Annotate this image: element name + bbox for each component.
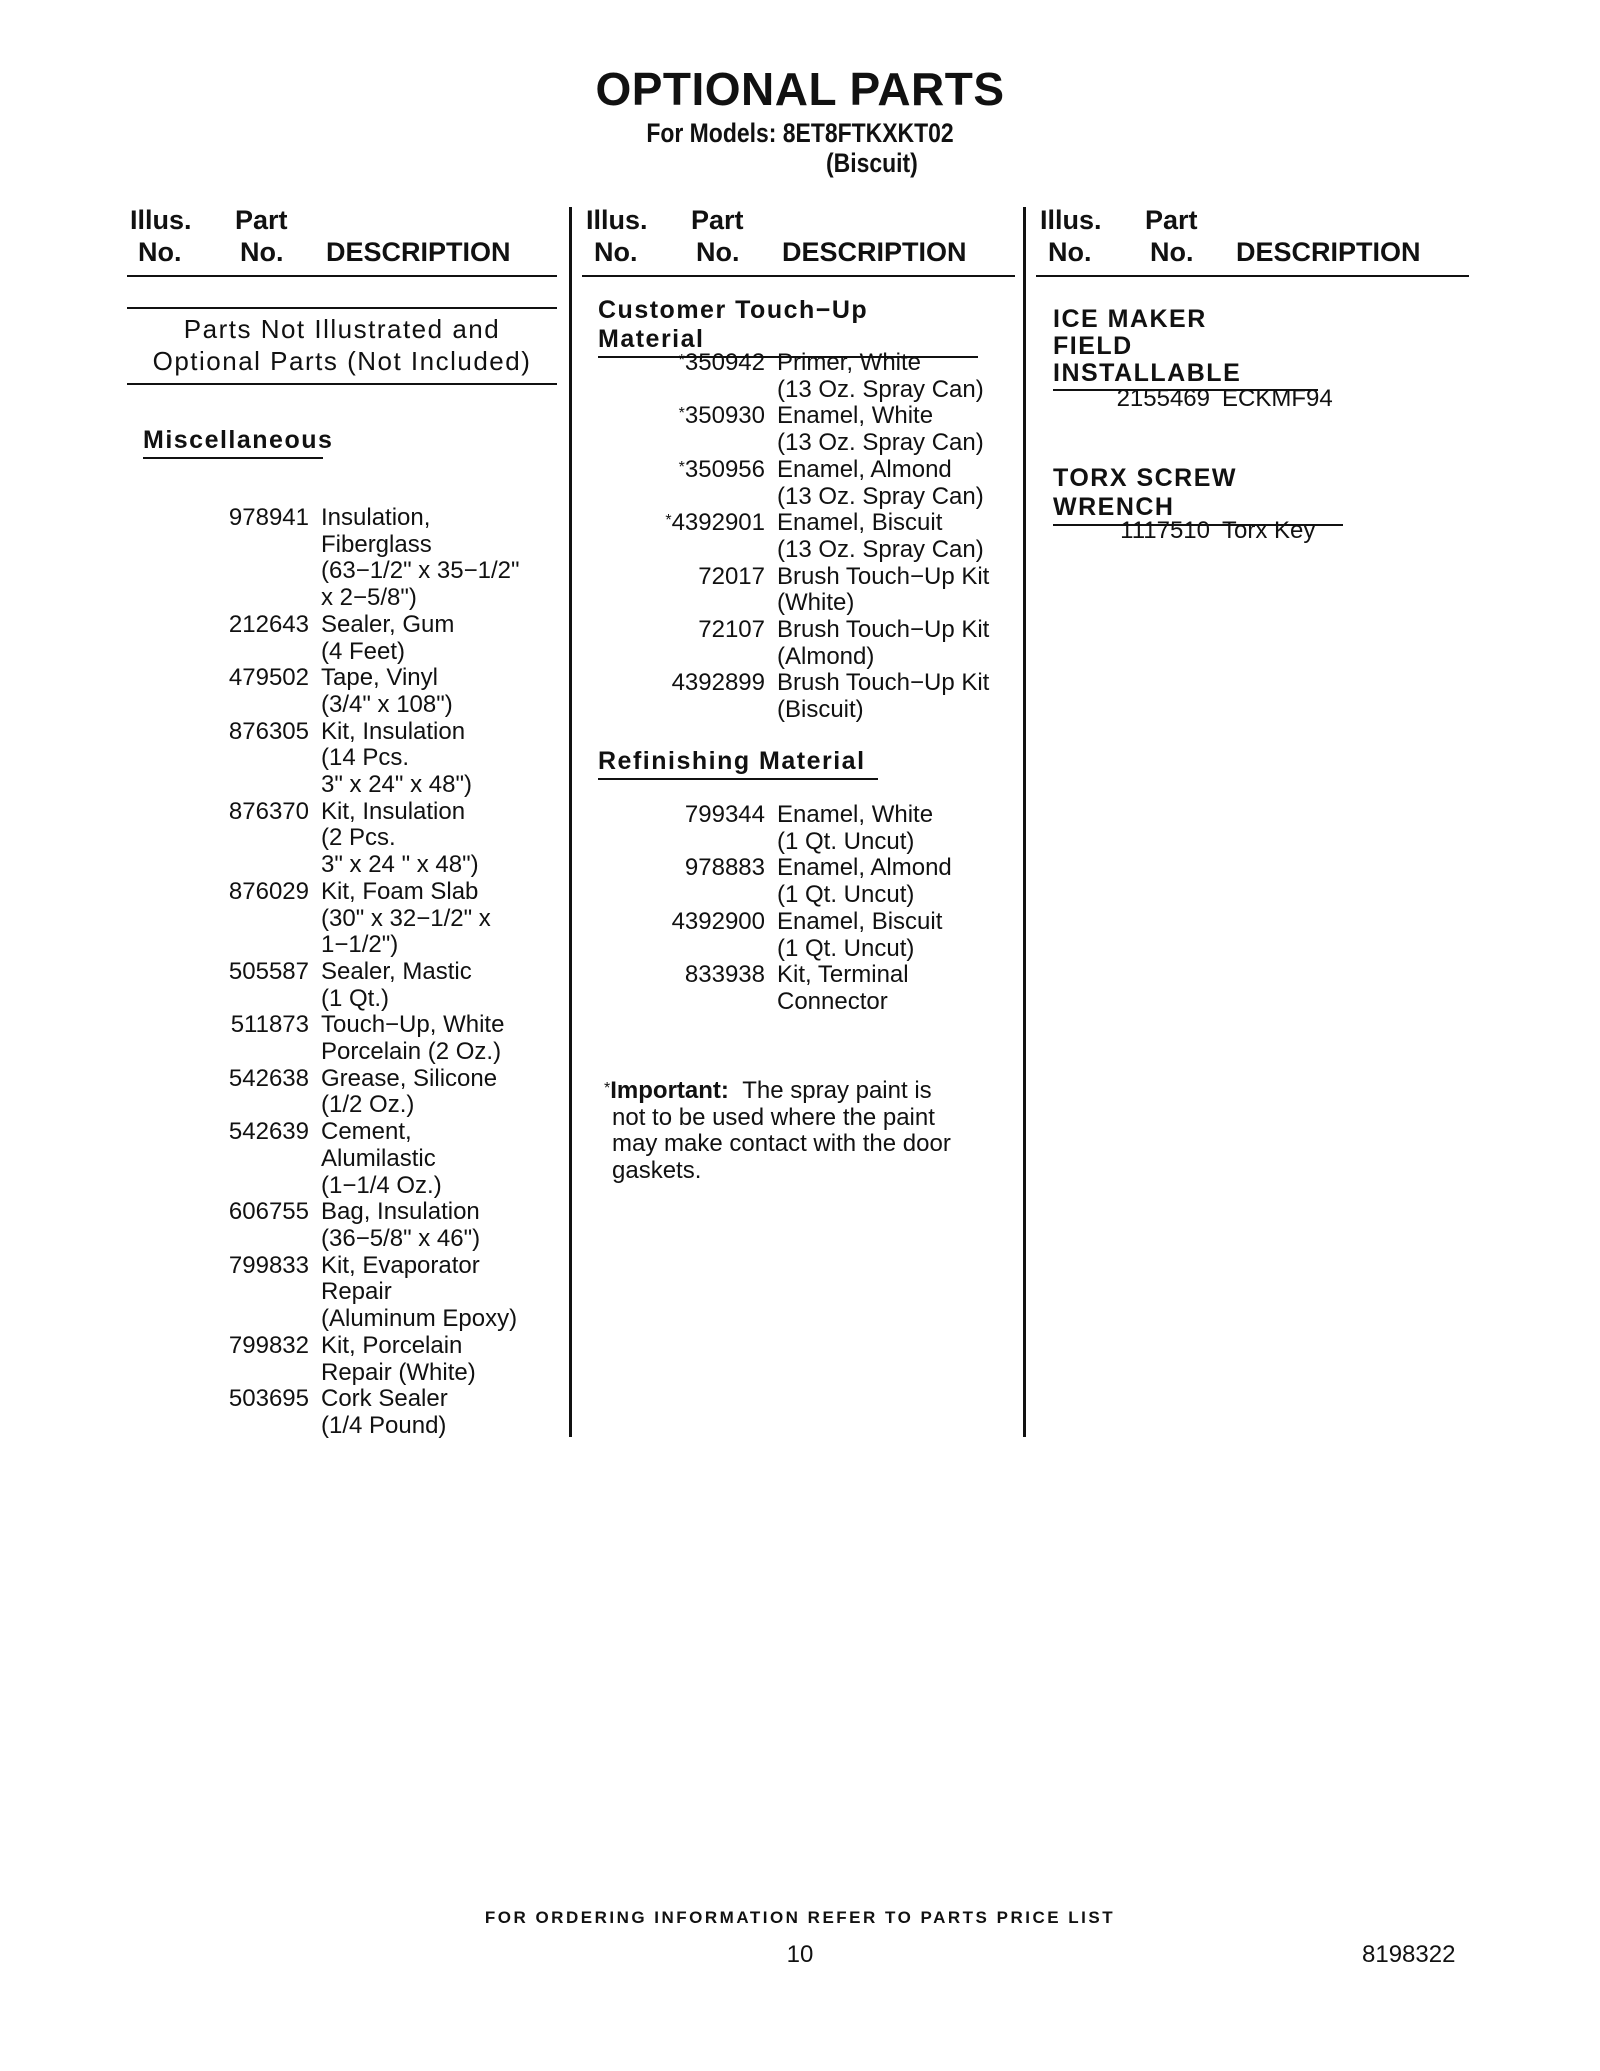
part-number: 876029: [228, 877, 309, 905]
asterisk: *: [665, 512, 672, 530]
miscellaneous-parts-list: [200, 505, 520, 1440]
part-number: 542638: [228, 1064, 309, 1092]
description-line: Kit, Terminal: [777, 961, 909, 989]
illus-no-label: No.: [1048, 237, 1092, 267]
asterisk: *: [678, 458, 685, 476]
part-description: [765, 617, 989, 670]
description-line: Cement,: [321, 1118, 412, 1146]
part-number: *350930: [678, 402, 765, 430]
part-number: 978883: [684, 854, 765, 882]
important-text: may make contact with the door: [612, 1130, 951, 1158]
section-title-refinishing: Refinishing Material: [598, 747, 878, 782]
description-line: Kit, Porcelain: [321, 1331, 463, 1359]
description-line: Enamel, Almond: [777, 854, 952, 882]
part-number: 876370: [228, 797, 309, 825]
important-text: The spray paint is: [742, 1077, 932, 1104]
part-number: 876305: [228, 717, 309, 745]
part-description: [765, 909, 942, 962]
models-line: For Models: 8ET8FTKXKT02: [646, 118, 954, 148]
asterisk: *: [678, 405, 685, 423]
part-number: 978941: [228, 504, 309, 531]
document-number: 8198322: [1362, 1941, 1456, 1968]
part-number: *4392901: [665, 509, 765, 537]
part-number: 833938: [684, 961, 765, 989]
description-line: (White): [777, 589, 855, 617]
part-description: [309, 1119, 442, 1199]
part-number: 212643: [228, 610, 309, 638]
description-line: Sealer, Mastic: [321, 957, 472, 985]
part-label: Part: [1145, 205, 1198, 235]
important-text: gaskets.: [612, 1157, 702, 1185]
part-number: 505587: [228, 957, 309, 985]
description-line: (2 Pcs.: [321, 824, 396, 852]
column-divider: [1023, 207, 1026, 1437]
part-description: [765, 855, 952, 908]
description-line: Enamel, White: [777, 402, 934, 430]
refinishing-parts-list: [620, 802, 952, 1016]
description-line: Cork Sealer: [321, 1385, 448, 1413]
part-no-label: No.: [696, 237, 740, 267]
description-line: (36−5/8" x 46"): [321, 1224, 481, 1252]
description-line: Kit, Insulation: [321, 717, 466, 745]
part-description: [309, 799, 479, 879]
part-no-label: No.: [1150, 237, 1194, 267]
part-row: [620, 350, 989, 403]
description-line: (3/4" x 108"): [321, 690, 453, 718]
important-note: [604, 1078, 951, 1185]
torx-wrench-parts-list: [1100, 518, 1315, 545]
description-line: Bag, Insulation: [321, 1198, 480, 1226]
part-number: 542639: [228, 1118, 309, 1146]
part-row: [620, 564, 989, 617]
description-line: Grease, Silicone: [321, 1064, 498, 1092]
description-line: Touch−Up, White: [321, 1011, 505, 1039]
description-line: Primer, White: [777, 349, 922, 376]
part-description: [765, 962, 909, 1015]
part-number: 606755: [228, 1198, 309, 1226]
part-description: [309, 719, 472, 799]
section-title-miscellaneous: Miscellaneous: [143, 426, 323, 461]
part-row: [200, 612, 520, 665]
ordering-info: FOR ORDERING INFORMATION REFER TO PARTS PRICE LIST: [484, 1908, 1116, 1927]
part-row: [200, 1199, 520, 1252]
description-line: Insulation,: [321, 504, 431, 531]
part-description: [309, 1253, 517, 1333]
part-number: 799344: [684, 801, 765, 828]
description-line: (30" x 32−1/2" x: [321, 904, 491, 932]
part-number: 799833: [228, 1251, 309, 1279]
description-line: (1 Qt.): [321, 984, 390, 1012]
description-line: 3" x 24" x 48"): [321, 771, 472, 799]
description-line: (1 Qt. Uncut): [777, 934, 915, 962]
part-number: 72017: [698, 562, 765, 590]
part-description: [309, 959, 472, 1012]
description-line: Torx Key: [1222, 517, 1316, 544]
column-3-header: [1036, 205, 1469, 277]
part-description: [309, 1066, 497, 1119]
note-line: Optional Parts (Not Included): [152, 346, 532, 376]
part-number: 503695: [228, 1385, 309, 1413]
description-line: Repair (White): [321, 1358, 476, 1386]
part-description: [309, 1012, 504, 1065]
page-number: 10: [786, 1941, 814, 1968]
description-line: (Biscuit): [777, 696, 864, 724]
description-line: (13 Oz. Spray Can): [777, 535, 984, 563]
part-row: [1100, 386, 1333, 413]
description-line: Brush Touch−Up Kit: [777, 616, 990, 644]
part-row: [620, 909, 952, 962]
part-row: [200, 959, 520, 1012]
description-line: (14 Pcs.: [321, 744, 410, 772]
part-row: [200, 505, 520, 612]
illus-label: Illus.: [1040, 205, 1102, 235]
illus-no-label: No.: [594, 237, 638, 267]
color-line: (Biscuit): [826, 148, 918, 178]
important-label: Important:: [610, 1077, 729, 1104]
part-row: [200, 799, 520, 879]
part-number: *350956: [678, 455, 765, 483]
part-row: [620, 802, 952, 855]
section-title-torx-wrench: TORX SCREW WRENCH: [1053, 464, 1343, 528]
page-title: OPTIONAL PARTS: [595, 63, 1005, 115]
description-line: Enamel, Biscuit: [777, 907, 943, 935]
description-line: Enamel, White: [777, 801, 934, 828]
part-description: [765, 564, 989, 617]
description-line: ECKMF94: [1222, 385, 1333, 412]
description-line: Alumilastic: [321, 1144, 436, 1172]
description-label: DESCRIPTION: [1236, 237, 1421, 267]
column-1-header: [127, 205, 557, 277]
part-description: [309, 1386, 448, 1439]
part-description: [765, 457, 984, 510]
part-description: [765, 802, 933, 855]
part-row: [620, 617, 989, 670]
ice-maker-parts-list: [1100, 386, 1333, 413]
part-description: [765, 510, 984, 563]
part-description: [309, 505, 520, 612]
description-line: x 2−5/8"): [321, 584, 417, 612]
description-line: (13 Oz. Spray Can): [777, 429, 984, 457]
part-row: [200, 879, 520, 959]
description-line: (1 Qt. Uncut): [777, 881, 915, 909]
part-row: [620, 457, 989, 510]
description-label: DESCRIPTION: [326, 237, 511, 267]
part-number: *350942: [678, 349, 765, 376]
description-line: Kit, Insulation: [321, 797, 466, 825]
part-row: [620, 962, 952, 1015]
part-row: [1100, 518, 1315, 545]
part-description: [1210, 386, 1333, 413]
part-row: [200, 1012, 520, 1065]
description-line: Sealer, Gum: [321, 610, 455, 638]
section-title-touch-up: Customer Touch−Up Material: [598, 296, 978, 360]
part-row: [200, 1119, 520, 1199]
part-description: [765, 350, 984, 403]
part-row: [200, 719, 520, 799]
description-line: (1/2 Oz.): [321, 1091, 415, 1119]
part-number: 1117510: [1120, 517, 1210, 544]
part-number: 2155469: [1116, 385, 1210, 412]
description-line: Brush Touch−Up Kit: [777, 562, 990, 590]
important-text: not to be used where the paint: [612, 1103, 935, 1131]
part-description: [309, 1333, 476, 1386]
description-line: (1/4 Pound): [321, 1411, 447, 1439]
part-number: 4392899: [671, 669, 765, 697]
description-line: Fiberglass: [321, 530, 432, 558]
description-line: Repair: [321, 1278, 392, 1306]
description-line: (1 Qt. Uncut): [777, 827, 915, 855]
asterisk: *: [604, 1080, 611, 1097]
description-line: Tape, Vinyl: [321, 664, 438, 692]
touch-up-parts-list: [620, 350, 989, 724]
description-line: (Almond): [777, 642, 875, 670]
part-number: 479502: [228, 664, 309, 692]
note-line: Parts Not Illustrated and: [183, 314, 501, 344]
part-row: [620, 510, 989, 563]
description-line: Kit, Evaporator: [321, 1251, 480, 1279]
part-row: [200, 1253, 520, 1333]
part-row: [620, 670, 989, 723]
illus-no-label: No.: [138, 237, 182, 267]
part-description: [309, 1199, 480, 1252]
not-illustrated-note: [127, 307, 557, 385]
part-description: [309, 612, 454, 665]
section-title-ice-maker: ICE MAKER FIELD INSTALLABLE: [1053, 306, 1318, 393]
description-line: 1−1/2"): [321, 931, 399, 959]
part-label: Part: [235, 205, 288, 235]
part-number: 511873: [230, 1011, 309, 1039]
part-description: [309, 879, 491, 959]
part-description: [765, 403, 984, 456]
description-line: Connector: [777, 987, 888, 1015]
part-number: 72107: [698, 616, 765, 644]
description-line: Kit, Foam Slab: [321, 877, 479, 905]
part-label: Part: [691, 205, 744, 235]
description-line: (13 Oz. Spray Can): [777, 482, 984, 510]
part-no-label: No.: [240, 237, 284, 267]
description-line: Porcelain (2 Oz.): [321, 1038, 502, 1066]
asterisk: *: [678, 352, 685, 369]
part-row: [200, 665, 520, 718]
description-line: (13 Oz. Spray Can): [777, 375, 984, 403]
description-label: DESCRIPTION: [782, 237, 967, 267]
part-description: [765, 670, 989, 723]
part-row: [200, 1386, 520, 1439]
part-row: [620, 403, 989, 456]
part-number: 4392900: [671, 907, 765, 935]
description-line: 3" x 24 " x 48"): [321, 851, 479, 879]
column-divider: [569, 207, 572, 1437]
illus-label: Illus.: [130, 205, 192, 235]
description-line: Enamel, Almond: [777, 455, 952, 483]
description-line: (Aluminum Epoxy): [321, 1305, 518, 1333]
illus-label: Illus.: [586, 205, 648, 235]
part-description: [1210, 518, 1315, 545]
part-description: [309, 665, 453, 718]
part-number: 799832: [228, 1331, 309, 1359]
description-line: (4 Feet): [321, 637, 406, 665]
description-line: (1−1/4 Oz.): [321, 1171, 442, 1199]
description-line: Enamel, Biscuit: [777, 509, 943, 537]
part-row: [620, 855, 952, 908]
description-line: (63−1/2" x 35−1/2": [321, 557, 520, 585]
column-2-header: [582, 205, 1015, 277]
description-line: Brush Touch−Up Kit: [777, 669, 990, 697]
part-row: [200, 1333, 520, 1386]
part-row: [200, 1066, 520, 1119]
